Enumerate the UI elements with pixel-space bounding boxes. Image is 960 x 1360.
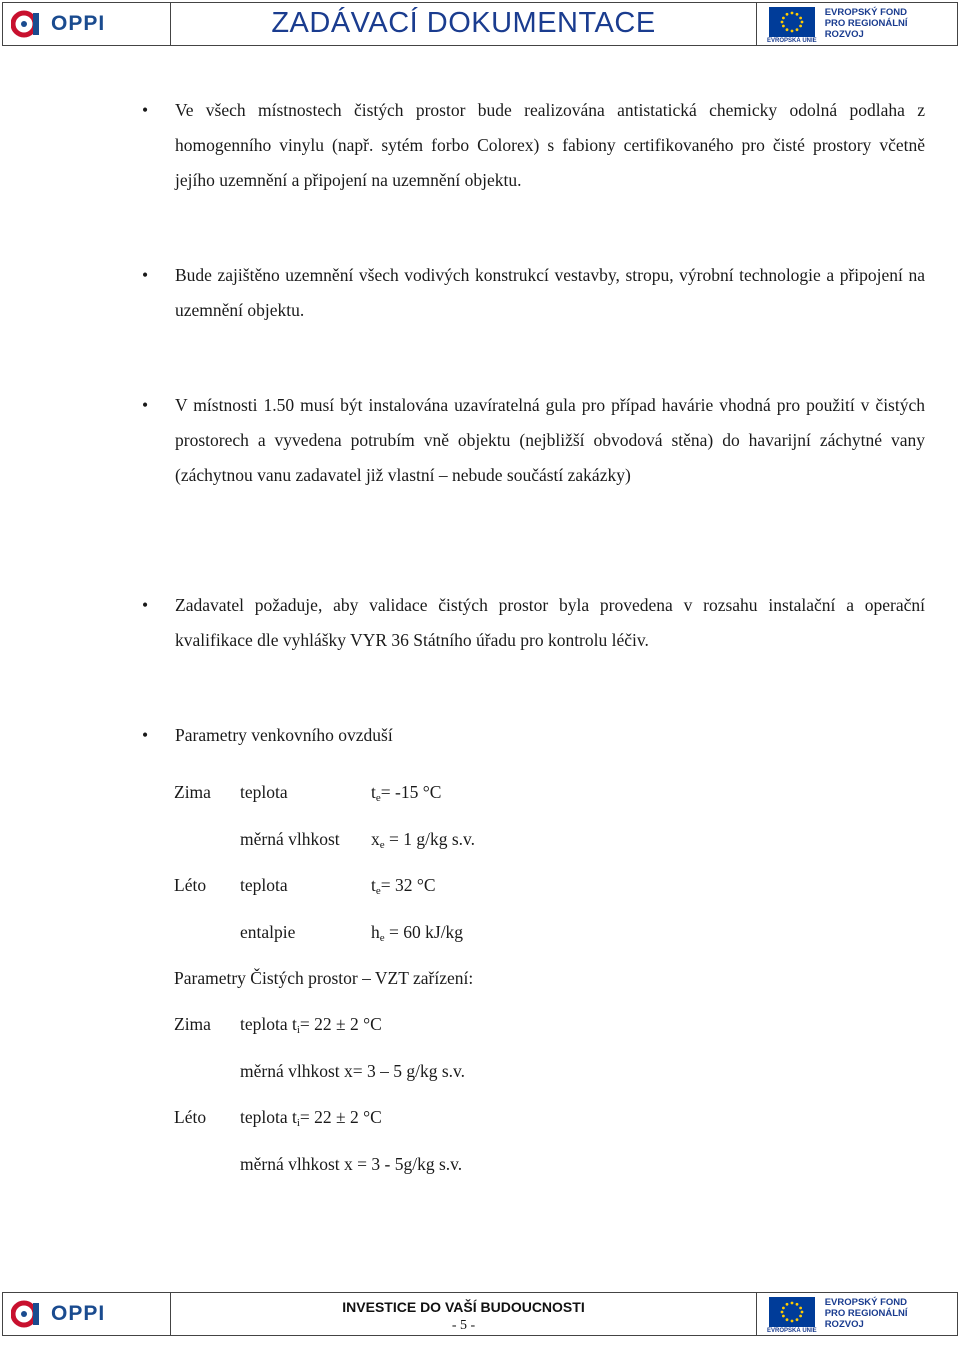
subscript-i: i xyxy=(296,1024,300,1036)
subscript-e: e xyxy=(375,885,381,897)
page-footer xyxy=(0,1290,960,1336)
value-text: = 22 ± 2 °C xyxy=(299,1107,382,1127)
subscript-e: e xyxy=(375,792,381,804)
value-text: = -15 °C xyxy=(380,782,442,802)
outdoor-summer-ent-value xyxy=(371,922,463,944)
eu-flag-icon xyxy=(769,1297,815,1327)
eu-line-2: PRO REGIONÁLNÍ xyxy=(824,1308,908,1319)
footer-logo-cell xyxy=(2,1292,171,1336)
outdoor-winter-temp-label: teplota xyxy=(240,782,288,802)
page-header xyxy=(0,0,960,46)
subscript-e: e xyxy=(379,932,385,944)
clean-summer-hum: měrná vlhkost x = 3 - 5g/kg s.v. xyxy=(240,1154,463,1174)
subscript-e: e xyxy=(379,839,385,851)
symbol-x: x xyxy=(371,829,380,849)
bullet-floor: • Ve všech místnostech čistých prostor bude realizována antistatická chemicky odolná podlaha z homogenního vinylu (např. sytém forbo Colorex) s fabiony certifikovaného pro čisté prostory včetně jejího uzemnění a připojení na uzemnění objektu. xyxy=(175,93,925,198)
symbol-t: t xyxy=(371,875,376,895)
oppi-emblem-icon xyxy=(11,1299,43,1329)
eu-fund-text xyxy=(825,7,908,40)
bullet-outdoor-params: • Parametry venkovního ovzduší xyxy=(175,718,925,753)
temp-prefix: teplota t xyxy=(240,1107,297,1127)
footer-center-cell xyxy=(170,1292,757,1336)
clean-summer-label: Léto xyxy=(174,1107,207,1127)
outdoor-summer-label: Léto xyxy=(174,875,207,895)
oppi-logo xyxy=(11,1299,105,1329)
oppi-logo-text: OPPI xyxy=(51,12,106,35)
clean-winter-label: Zima xyxy=(174,1014,211,1034)
eu-logo xyxy=(767,7,908,44)
document-title: ZADÁVACÍ DOKUMENTACE xyxy=(271,7,656,39)
value-text: = 32 °C xyxy=(380,875,436,895)
eu-line-1: EVROPSKÝ FOND xyxy=(824,1297,908,1308)
page-number: - 5 - xyxy=(451,1318,476,1333)
outdoor-summer-ent-label: entalpie xyxy=(240,922,296,942)
value-text: = 22 ± 2 °C xyxy=(299,1014,382,1034)
clean-params-heading: Parametry Čistých prostor – VZT zařízení: xyxy=(174,968,474,988)
oppi-emblem-icon xyxy=(11,9,43,39)
value-text: = 60 kJ/kg xyxy=(384,922,464,942)
outdoor-summer-temp-value xyxy=(371,875,436,897)
header-title-cell xyxy=(170,2,757,46)
outdoor-winter-hum-label: měrná vlhkost xyxy=(240,829,340,849)
eu-fund-text xyxy=(825,1297,908,1330)
footer-slogan: INVESTICE DO VAŠÍ BUDOUCNOSTI xyxy=(342,1299,585,1315)
outdoor-summer-temp-label: teplota xyxy=(240,875,288,895)
eu-line-3: ROZVOJ xyxy=(824,29,864,40)
eu-line-2: PRO REGIONÁLNÍ xyxy=(824,18,908,29)
value-text: = 1 g/kg s.v. xyxy=(384,829,476,849)
bullet-validation: • Zadavatel požaduje, aby validace čistých prostor byla provedena v rozsahu instalační a operační kvalifikace dle vyhlášky VYR 36 Státního úřadu pro kontrolu léčiv. xyxy=(175,588,925,658)
oppi-logo-text: OPPI xyxy=(51,1302,106,1325)
outdoor-winter-hum-value xyxy=(371,829,475,851)
eu-caption: EVROPSKÁ UNIE xyxy=(767,38,817,44)
clean-winter-hum: měrná vlhkost x= 3 – 5 g/kg s.v. xyxy=(240,1061,466,1081)
outdoor-winter-temp-value xyxy=(371,782,441,804)
eu-logo xyxy=(767,1297,908,1334)
oppi-logo xyxy=(11,9,105,39)
eu-line-3: ROZVOJ xyxy=(824,1319,864,1330)
header-eu-cell xyxy=(756,2,958,46)
bullet-grounding: • Bude zajištěno uzemnění všech vodivých konstrukcí vestavby, stropu, výrobní technologie a připojení na uzemnění objektu. xyxy=(175,258,925,328)
symbol-h: h xyxy=(371,922,380,942)
footer-eu-cell xyxy=(756,1292,958,1336)
clean-summer-temp xyxy=(240,1107,382,1129)
outdoor-winter-label: Zima xyxy=(174,782,211,802)
subscript-i: i xyxy=(296,1117,300,1129)
eu-flag-icon xyxy=(769,7,815,37)
eu-caption: EVROPSKÁ UNIE xyxy=(767,1328,817,1334)
eu-line-1: EVROPSKÝ FOND xyxy=(824,7,908,18)
temp-prefix: teplota t xyxy=(240,1014,297,1034)
header-logo-cell xyxy=(2,2,171,46)
bullet-drain: • V místnosti 1.50 musí být instalována uzavíratelná gula pro případ havárie vhodná pro použití v čistých prostorech a vyvedena potrubím vně objektu (nejbližší obvodová stěna) do havarijní záchytné vany (záchytnou vanu zadavatel již vlastní – nebude součástí zakázky) xyxy=(175,388,925,493)
symbol-t: t xyxy=(371,782,376,802)
clean-winter-temp xyxy=(240,1014,382,1036)
